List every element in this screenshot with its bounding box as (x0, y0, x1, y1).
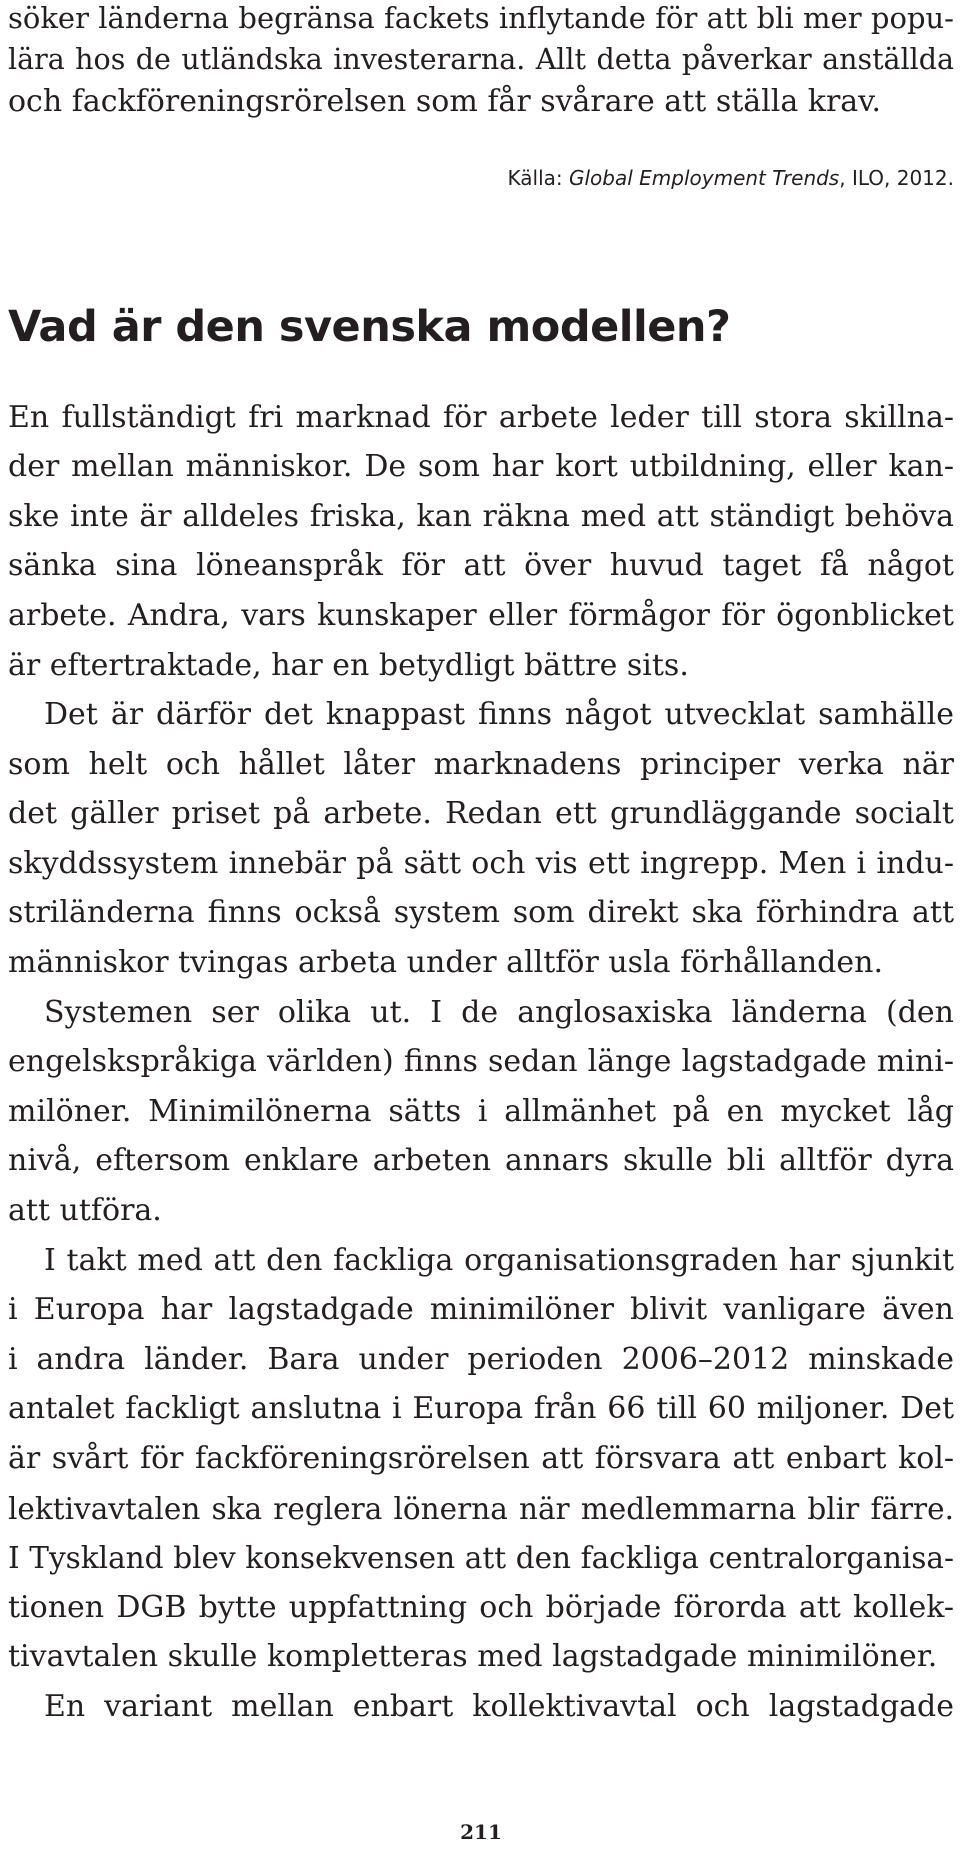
text-line: tionen DGB bytte uppfattning och började förorda att kollek- (8, 1590, 954, 1625)
text-line: som helt och hållet låter marknadens principer verka när (8, 747, 954, 782)
text-line: i Europa har lagstadgade minimilöner blivit vanligare även (8, 1292, 954, 1327)
text-line: söker länderna begränsa fackets inflytande för att bli mer popu- (8, 1, 954, 35)
text-line: Systemen ser olika ut. I de anglosaxiska länderna (den (44, 995, 954, 1030)
text-line: människor tvingas arbeta under alltför usla förhållanden. (8, 945, 883, 980)
text-line: En variant mellan enbart kollektivavtal och lagstadgade (44, 1689, 954, 1724)
text-line: I takt med att den fackliga organisationsgraden har sjunkit (44, 1243, 954, 1278)
text-line: ske inte är alldeles friska, kan räkna med att ständigt behöva (8, 499, 954, 534)
text-line: sänka sina löneanspråk för att över huvud taget få något (8, 548, 954, 583)
text-line: antalet fackligt anslutna i Europa från 66 till 60 miljoner. Det (8, 1391, 954, 1426)
text-line: att utföra. (8, 1193, 162, 1228)
text-line: tivavtalen skulle kompletteras med lagstadgade minimilöner. (8, 1639, 938, 1674)
text-line: det gäller priset på arbete. Redan ett grundläggande socialt (8, 796, 954, 831)
text-line: striländerna finns också system som direkt ska förhindra att (8, 895, 954, 930)
text-line: skyddssystem innebär på sätt och vis ett ingrepp. Men i indu- (8, 846, 954, 881)
text-line: lektivavtalen ska reglera lönerna när medlemmarna blir färre. (8, 1492, 954, 1526)
text-line: är svårt för fackföreningsrörelsen att försvara att enbart kol- (8, 1441, 954, 1476)
text-line: Det är därför det knappast finns något utvecklat samhälle (44, 697, 954, 732)
text-line: lära hos de utländska investerarna. Allt detta påverkar anställda (8, 43, 954, 76)
text-line: der mellan människor. De som har kort utbildning, eller kan- (8, 449, 954, 484)
text-line: arbete. Andra, vars kunskaper eller förmågor för ögonblicket (8, 598, 954, 633)
source-prefix: Källa: (507, 166, 569, 190)
text-line: En fullständigt fri marknad för arbete leder till stora skillna- (8, 400, 954, 435)
text-line: engelskspråkiga världen) finns sedan länge lagstadgade mini- (8, 1044, 954, 1079)
source-citation (508, 166, 955, 190)
text-line: i andra länder. Bara under perioden 2006–2012 minskade (8, 1342, 954, 1377)
page-number: 211 (460, 1820, 502, 1844)
section-heading: Vad är den svenska modellen? (8, 302, 731, 352)
text-line: och fackföreningsrörelsen som får svårare att ställa krav. (8, 84, 882, 119)
source-suffix: , ILO, 2012. (839, 166, 954, 190)
text-line: är eftertraktade, har en betydligt bättre sits. (8, 648, 689, 683)
text-line: nivå, eftersom enklare arbeten annars skulle bli alltför dyra (8, 1143, 954, 1178)
source-title: Global Employment Trends (568, 166, 840, 190)
text-line: I Tyskland blev konsekvensen att den fackliga centralorganisa- (8, 1541, 954, 1575)
text-line: milöner. Minimilönerna sätts i allmänhet på en mycket låg (8, 1094, 954, 1129)
